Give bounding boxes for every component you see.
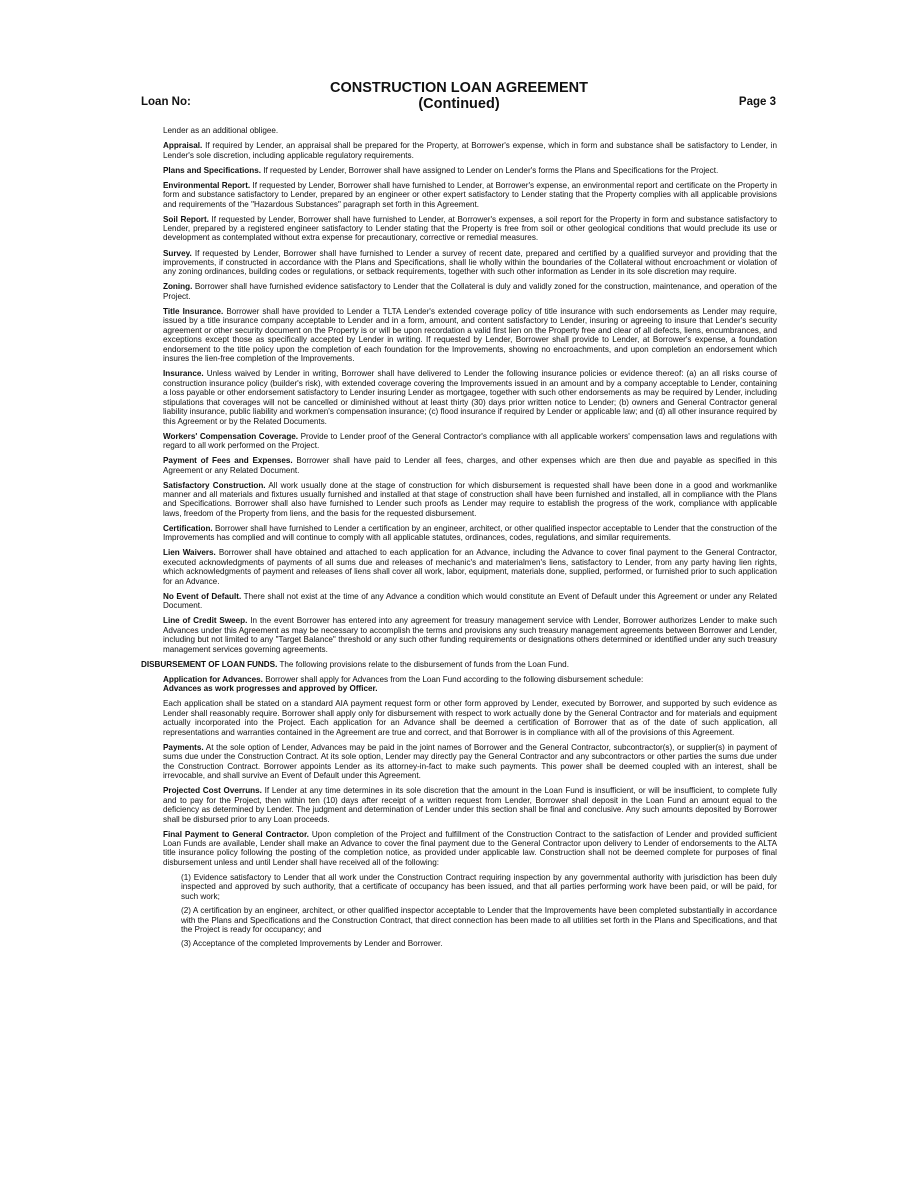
paragraph-heading: Payment of Fees and Expenses. (163, 456, 293, 466)
paragraph-heading: Appraisal. (163, 141, 203, 151)
paragraph-heading: Line of Credit Sweep. (163, 616, 248, 626)
paragraph-zoning: Zoning. Borrower shall have furnished evidence satisfactory to Lender that the Collateral is duly and validly zoned for the construction, maintenance, and operation of the Project. (163, 282, 777, 301)
paragraph-heading: Payments. (163, 742, 204, 752)
document-subtitle: (Continued) (418, 96, 500, 112)
paragraph-heading: Satisfactory Construction. (163, 480, 266, 490)
loan-number-label: Loan No: (141, 96, 191, 108)
paragraph-payments: Payments. At the sole option of Lender, Advances may be paid in the joint names of Borrower and the General Contractor, subcontractor(s), or supplier(s) in payment of sums due under the Construction Contract. At its sole option, Lender may directly pay the General Contractor and any subcontractors or other parties the sums due under the Construction Contract. Borrower appoints Lender as its attorney-in-fact to make such payments. This power shall be deemed coupled with an interest, shall be irrevocable, and shall survive an Event of Default under this Agreement. (163, 742, 777, 781)
paragraph-plans-specifications: Plans and Specifications. If requested by Lender, Borrower shall have assigned to Lender on Lender's forms the Plans and Specifications for the Project. (163, 165, 719, 175)
paragraph-satisfactory-construction: Satisfactory Construction. All work usually done at the stage of construction for which disbursement is requested shall have been done in a good and workmanlike manner and all materials and fixtures usually furnished and installed at that stage of construction shall have been furnished and installed, all in compliance with the Plans and Specifications. Borrower shall also have furnished to Lender such proofs as Lender may require to establish the progress of the work, compliance with applicable laws, freedom of the Property from liens, and the basis for the requested disbursement. (163, 480, 777, 518)
paragraph-application-for-advances: Application for Advances. Borrower shall apply for Advances from the Loan Fund according to the following disbursement schedule: Advances as work progresses and approved by Officer. (163, 675, 777, 694)
list-item: (3) Acceptance of the completed Improvements by Lender and Borrower. (181, 939, 443, 949)
page-number: Page 3 (738, 96, 776, 108)
paragraph-heading: Workers' Compensation Coverage. (163, 431, 299, 441)
paragraph-heading: Soil Report. (163, 214, 209, 224)
section-disbursement: DISBURSEMENT OF LOAN FUNDS. The following provisions relate to the disbursement of funds from the Loan Fund. (141, 659, 569, 669)
paragraph-title-insurance: Title Insurance. Borrower shall have provided to Lender a TLTA Lender's extended coverage policy of title insurance with such endorsements as Lender may require, issued by a title insurance company acceptable to Lender and in a form, amount, and content satisfactory to Lender, insuring or agreeing to insure that Lender's security agreement or other security document on the Property is or will be upon recordation a valid first lien on the Property free and clear of all defects, liens, encumbrances, and exceptions except those as specifically accepted by Lender in writing. If requested by Lender, Borrower shall provide to Lender, at Borrower's expense, a foundation endorsement to the title policy upon the completion of each foundation for the Improvements, showing no encroachments, and upon completion an endorsement which insures the lien-free completion of the Improvements. (163, 306, 777, 364)
paragraph-heading: Lien Waivers. (163, 548, 216, 558)
paragraph-survey: Survey. If requested by Lender, Borrower shall have furnished to Lender a survey of recent date, prepared and certified by a qualified surveyor and providing that the improvements, if constructed in accordance with the Plans and Specifications, shall lie wholly within the boundaries of the Collateral without encroachment or violation of any zoning ordinances, building codes or regulations, or setback requirements, together with such other information as Lender in its sole discretion may require. (163, 248, 777, 277)
document-title: CONSTRUCTION LOAN AGREEMENT (329, 80, 589, 96)
paragraph-heading: No Event of Default. (163, 591, 242, 601)
paragraph-workers-compensation: Workers' Compensation Coverage. Provide to Lender proof of the General Contractor's compliance with all applicable workers' compensation laws and regulations with regard to all work performed on the Project. (163, 431, 777, 451)
disbursement-schedule: Advances as work progresses and approved by Officer. (163, 684, 378, 694)
paragraph-heading: Application for Advances. (163, 674, 263, 684)
paragraph-heading: Projected Cost Overruns. (163, 786, 262, 796)
paragraph-lien-waivers: Lien Waivers. Borrower shall have obtained and attached to each application for an Advance, including the Advance to cover final payment to the General Contractor, executed acknowledgments of payments of all sums due and releases of mechanic's and materialmen's liens, satisfactory to Lender, from any party having lien rights, which acknowledgments of payment and releases of liens shall cover all work, labor, equipment, materials done, supplied, performed, or furnished prior to such application for an Advance. (163, 548, 778, 586)
paragraph-environmental-report: Environmental Report. If requested by Lender, Borrower shall have furnished to Lender, at Borrower's expense, an environmental report and certificate on the Property in form and substance satisfactory to Lender, prepared by an engineer or other expert satisfactory to Lender stating that the Property complies with all applicable provisions and requirements of the "Hazardous Substances" paragraph set forth in this Agreement. (163, 180, 777, 209)
paragraph-application-details: Each application shall be stated on a standard AIA payment request form or other form approved by Lender, executed by Borrower, and supported by such evidence as Lender shall reasonably require. Borrower shall apply only for disbursement with respect to work actually done by the General Contractor and for materials and equipment actually incorporated into the Project. Each application for an Advance shall be deemed a certification of Borrower that as of the date of such application, all representations and warranties contained in the Agreement are true and correct, and that Borrower is in compliance with all of the provisions of this Agreement. (163, 699, 777, 737)
paragraph-insurance: Insurance. Unless waived by Lender in writing, Borrower shall have delivered to Lender the following insurance policies or evidence thereof: (a) an all risks course of construction insurance policy (builder's risk), with extended coverage covering the Improvements issued in an amount and by a company acceptable to Lender, containing a loss payable or other endorsement satisfactory to Lender insuring Lender as mortgagee, together with such other endorsements as may be required by Lender, including stipulations that coverages will not be cancelled or diminished without at least thirty (30) days prior written notice to Lender; (b) owners and General Contractor general liability insurance, public liability and workmen's compensation insurance; (c) flood insurance if required by Lender or applicable law; and (d) all other insurance required by this Agreement or by the Related Documents. (163, 369, 778, 426)
paragraph-projected-cost-overruns: Projected Cost Overruns. If Lender at any time determines in its sole discretion that the amount in the Loan Fund is insufficient, or will be insufficient, to complete fully and to pay for the Project, then within ten (10) days after receipt of a written request from Lender, Borrower shall deposit in the Loan Fund an amount equal to the deficiency as determined by Lender. The judgment and determination of Lender under this section shall be final and conclusive. Any such amounts deposited by Borrower shall be disbursed prior to any Loan proceeds. (163, 786, 778, 824)
paragraph-heading: Insurance. (163, 369, 204, 379)
paragraph-heading: Survey. (163, 248, 192, 258)
paragraph-fees-expenses: Payment of Fees and Expenses. Borrower shall have paid to Lender all fees, charges, and other expenses which are then due and payable as specified in this Agreement or any Related Document. (163, 456, 777, 475)
list-item: (1) Evidence satisfactory to Lender that all work under the Construction Contract requiring inspection by any governmental authority with jurisdiction has been duly inspected and approved by such authority, that a certificate of occupancy has been issued, and that all parties performing work have been paid, or will be paid, for such work; (181, 872, 777, 901)
agreement-body (141, 126, 778, 954)
paragraph-heading: Zoning. (163, 282, 193, 292)
paragraph-heading: Final Payment to General Contractor. (163, 829, 309, 839)
paragraph-appraisal: Appraisal. If required by Lender, an appraisal shall be prepared for the Property, at Borrower's expense, which in form and substance shall be satisfactory to Lender, in Lender's sole discretion, including applicable regulatory requirements. (163, 141, 777, 160)
paragraph-heading: Certification. (163, 523, 213, 533)
paragraph-heading: Plans and Specifications. (163, 165, 261, 175)
paragraph: Lender as an additional obligee. (163, 126, 279, 135)
paragraph-heading: Environmental Report. (163, 180, 251, 190)
paragraph-line-of-credit-sweep: Line of Credit Sweep. In the event Borrower has entered into any agreement for treasury management service with Lender, Borrower authorizes Lender to make such Advances under this Agreement as may be necessary to accomplish the terms and provisions any such treasury management agreements between Borrower and Lender, including but not limited to any "Target Balance" threshold or any such other funding requirements or designations others determined or identified under any such treasury management services governing agreements. (163, 616, 777, 654)
paragraph-certification: Certification. Borrower shall have furnished to Lender a certification by an engineer, architect, or other qualified inspector acceptable to Lender that the construction of the Improvements has complied and will continue to comply with all applicable statutes, ordinances, codes, regulations, and similar requirements. (163, 523, 777, 543)
section-heading: DISBURSEMENT OF LOAN FUNDS. (141, 659, 278, 669)
list-item: (2) A certification by an engineer, architect, or other qualified inspector acceptable to Lender that the Improvements have been completed substantially in accordance with the Plans and Specifications and the Construction Contract, that direct connection has been made to all utilities set forth in the Plans and Specifications, and that the Project is ready for occupancy; and (181, 906, 777, 935)
paragraph-heading: Title Insurance. (163, 306, 224, 316)
paragraph-soil-report: Soil Report. If requested by Lender, Borrower shall have furnished to Lender, at Borrower's expenses, a soil report for the Property in form and substance satisfactory to Lender, prepared by a registered engineer satisfactory to Lender stating that the Property is free from soil or other geological conditions that would preclude its use or development as contemplated without extra expense for precautionary, corrective or remedial measures. (163, 214, 778, 243)
paragraph-no-event-of-default: No Event of Default. There shall not exist at the time of any Advance a condition which would constitute an Event of Default under this Agreement or under any Related Document. (163, 591, 777, 611)
paragraph-final-payment: Final Payment to General Contractor. Upon completion of the Project and fulfillment of the Construction Contract to the satisfaction of Lender and provided sufficient Loan Funds are available, Lender shall make an Advance to cover the final payment due to the General Contractor upon delivery to Lender of endorsements to the ALTA title insurance policy following the posting of the completion notice, as provided under applicable law. Construction shall not be deemed complete for purposes of final disbursement unless and until Lender shall have received all of the following: (163, 829, 778, 867)
